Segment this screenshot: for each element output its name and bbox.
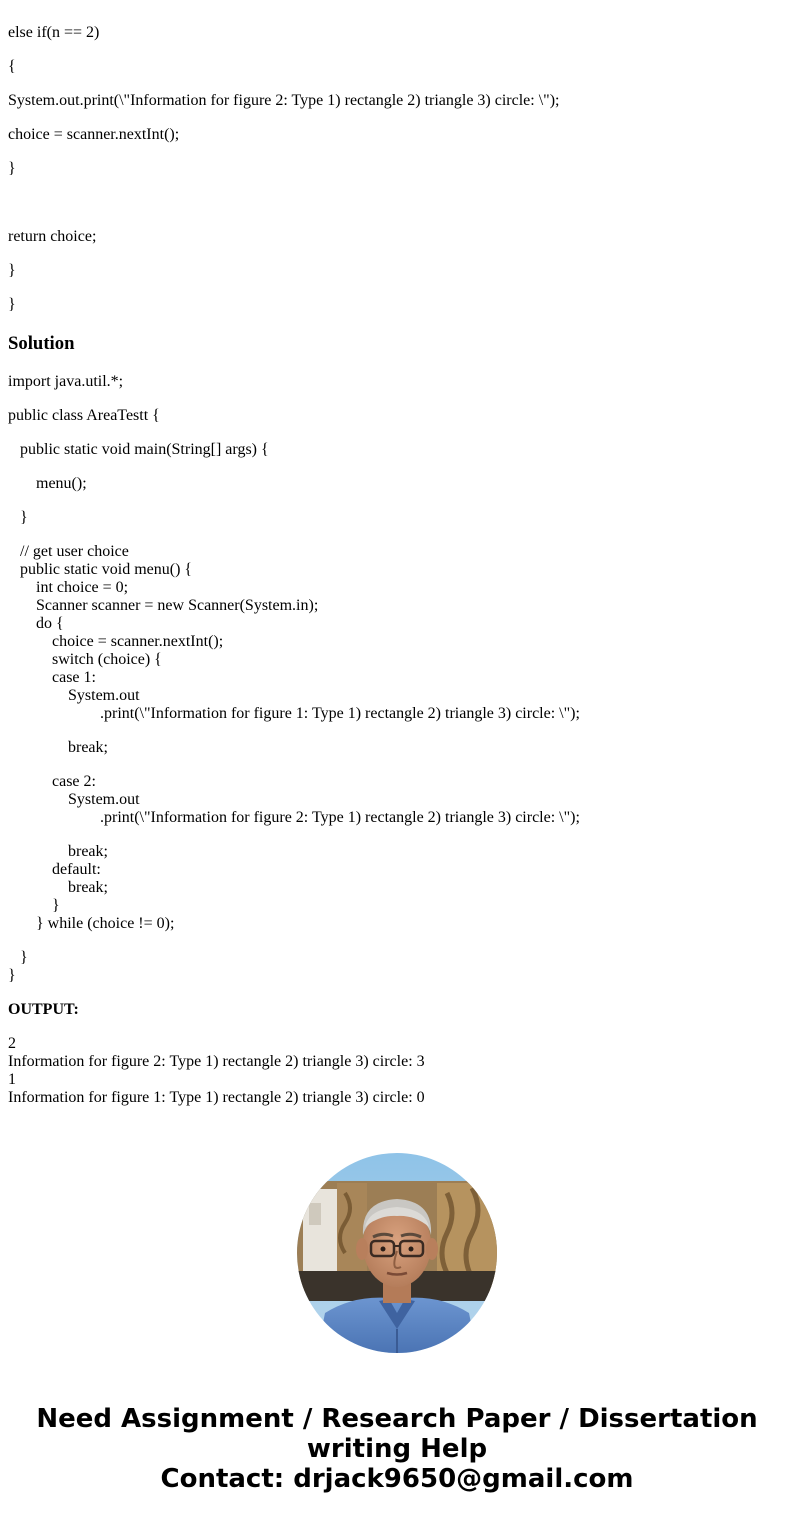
solution-code-line: break; xyxy=(8,739,108,756)
solution-code-line: public class AreaTestt { xyxy=(8,407,160,424)
solution-code-line: } xyxy=(8,897,60,914)
banner-line: Need Assignment / Research Paper / Dissertation xyxy=(36,1404,758,1434)
solution-code-line: } xyxy=(8,509,28,526)
solution-code-line: menu(); xyxy=(8,475,87,492)
solution-code-line: .print(\"Information for figure 1: Type 1) rectangle 2) triangle 3) circle: \"); xyxy=(8,705,580,722)
solution-code-line: Scanner scanner = new Scanner(System.in); xyxy=(8,597,319,614)
banner-line: writing Help xyxy=(306,1434,488,1464)
solution-code-line: // get user choice xyxy=(8,543,129,560)
solution-code-line: do { xyxy=(8,615,64,632)
solution-code-line: case 1: xyxy=(8,669,96,686)
output-label: OUTPUT: xyxy=(8,1001,79,1018)
code-line: else if(n == 2) xyxy=(8,24,100,41)
output-line: 1 xyxy=(8,1071,16,1088)
solution-code-line: default: xyxy=(8,861,101,878)
solution-code-line: } while (choice != 0); xyxy=(8,915,175,932)
solution-code-line: break; xyxy=(8,843,108,860)
solution-code-line: .print(\"Information for figure 2: Type 1) rectangle 2) triangle 3) circle: \"); xyxy=(8,809,580,826)
code-line: choice = scanner.nextInt(); xyxy=(8,126,180,143)
solution-code-line: import java.util.*; xyxy=(8,373,124,390)
code-line: System.out.print(\"Information for figure 2: Type 1) rectangle 2) triangle 3) circle: \"); xyxy=(8,92,560,109)
solution-code-line: break; xyxy=(8,879,108,896)
solution-code-line: } xyxy=(8,949,28,966)
solution-code-line: switch (choice) { xyxy=(8,651,162,668)
solution-code-line: public static void main(String[] args) { xyxy=(8,441,269,458)
output-line: Information for figure 1: Type 1) rectangle 2) triangle 3) circle: 0 xyxy=(8,1089,425,1106)
portrait-illustration xyxy=(297,1153,497,1353)
contact-banner xyxy=(0,1404,794,1494)
contact-email: Contact: drjack9650@gmail.com xyxy=(160,1464,634,1494)
solution-code-line: case 2: xyxy=(8,773,96,790)
solution-heading: Solution xyxy=(8,333,75,354)
code-line: } xyxy=(8,262,16,279)
solution-code-line: public static void menu() { xyxy=(8,561,193,578)
author-photo xyxy=(297,1153,497,1353)
solution-code-line: int choice = 0; xyxy=(8,579,129,596)
code-line: return choice; xyxy=(8,228,97,245)
output-line: Information for figure 2: Type 1) rectangle 2) triangle 3) circle: 3 xyxy=(8,1053,425,1070)
solution-code-line: choice = scanner.nextInt(); xyxy=(8,633,224,650)
output-line: 2 xyxy=(8,1035,16,1052)
code-line: } xyxy=(8,160,16,177)
solution-code-line: } xyxy=(8,967,16,984)
code-line: } xyxy=(8,296,16,313)
code-line: { xyxy=(8,58,16,75)
solution-code-line: System.out xyxy=(8,791,140,808)
solution-code-line: System.out xyxy=(8,687,140,704)
